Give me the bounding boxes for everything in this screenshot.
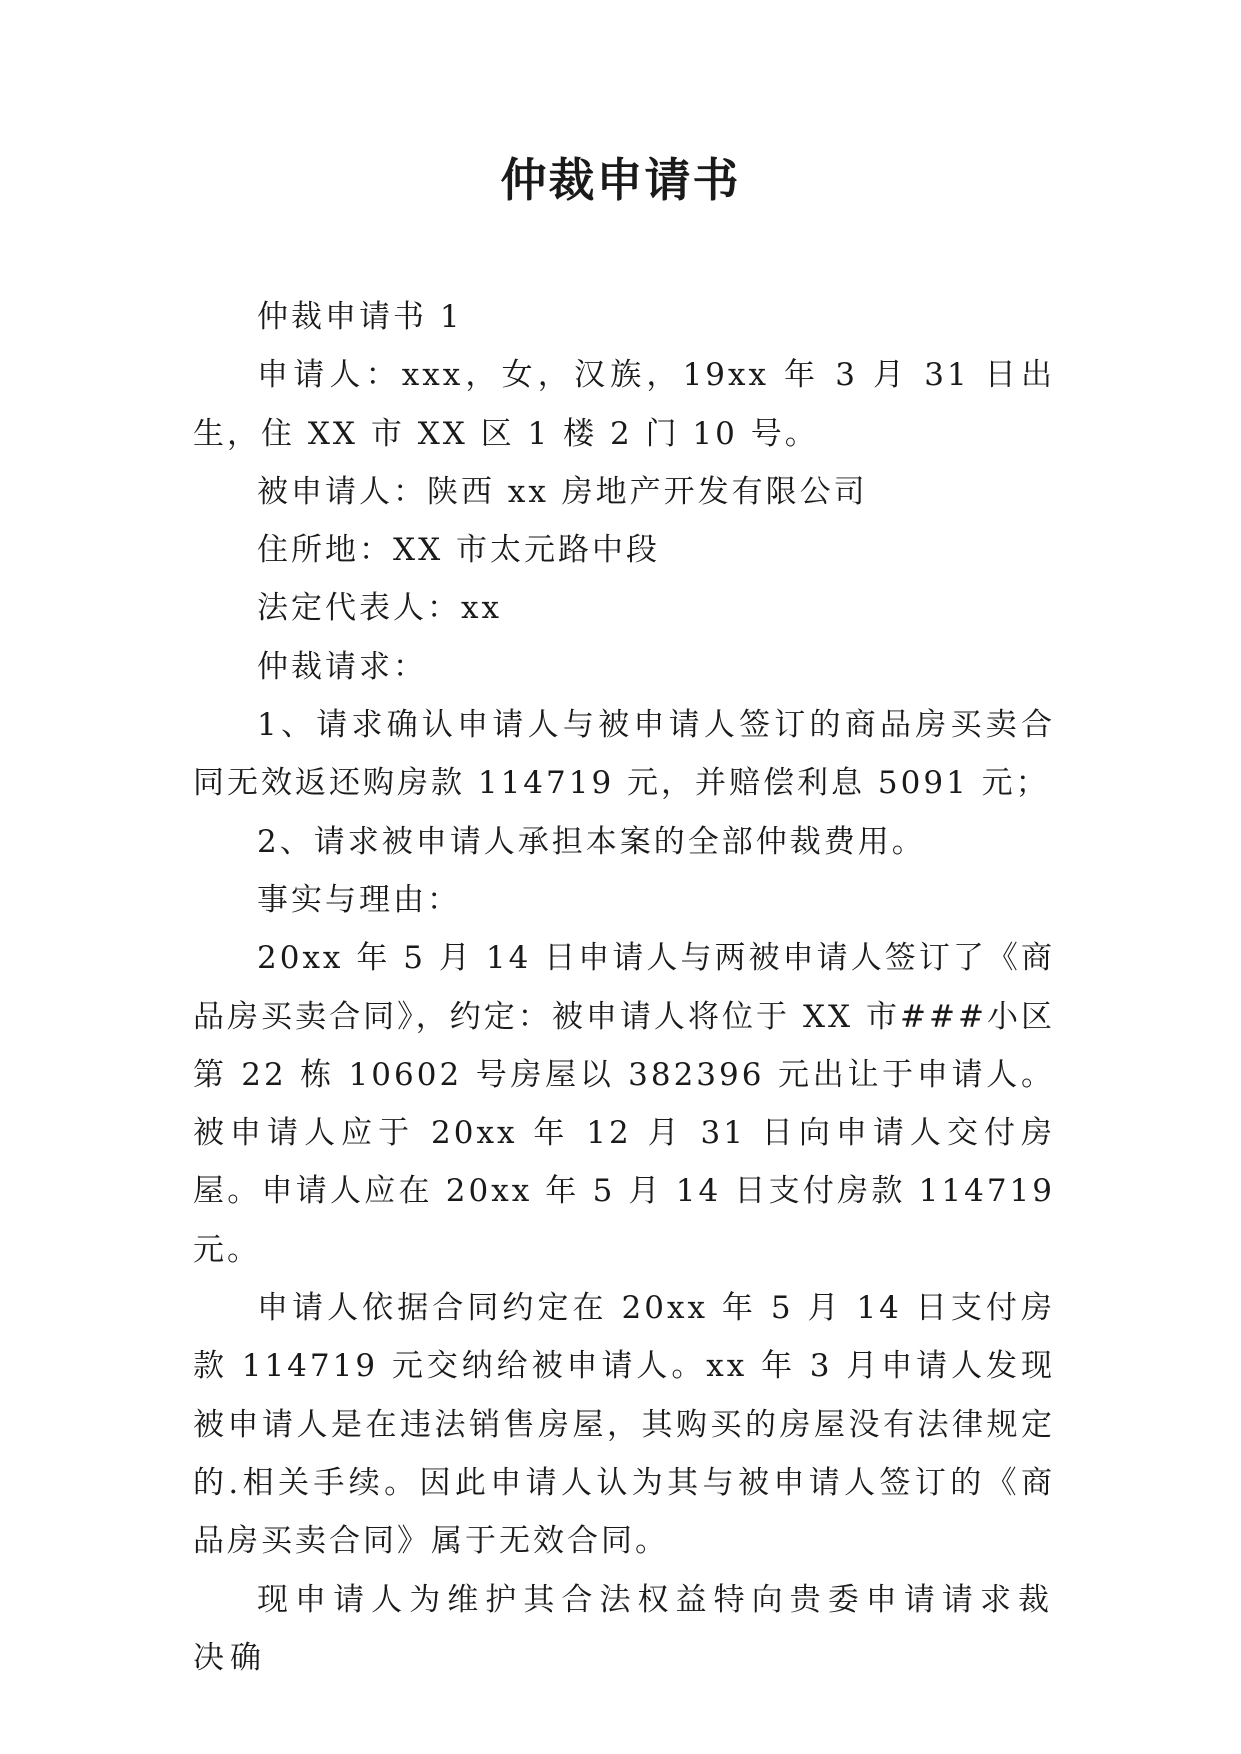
- paragraph-facts-heading: 事实与理由：: [257, 881, 461, 918]
- paragraph-claim-1: 1、请求确认申请人与被申请人签订的商品房买卖合同无效返还购房款 114719 元，并赔偿利息 5091 元；: [193, 707, 1055, 802]
- paragraph-facts-3: 现申请人为维护其合法权益特向贵委申请请求裁决确: [193, 1581, 1055, 1676]
- paragraph-facts-2: 申请人依据合同约定在 20xx 年 5 月 14 日支付房款 114719 元交纳给被申请人。xx 年 3 月申请人发现被申请人是在违法销售房屋，其购买的房屋没有法律规定的.相关手续。因此申请人认为其与被申请人签订的《商品房买卖合同》属于无效合同。: [193, 1290, 1055, 1560]
- document-title: 仲裁申请书: [500, 153, 741, 207]
- paragraph-respondent: 被申请人：陕西 xx 房地产开发有限公司: [257, 473, 868, 510]
- paragraph-legal-representative: 法定代表人：xx: [257, 590, 502, 627]
- paragraph-applicant: 申请人：xxx，女，汉族，19xx 年 3 月 31 日出生，住 XX 市 XX 区 1 楼 2 门 10 号。: [193, 357, 1055, 452]
- paragraph-address: 住所地：XX 市太元路中段: [257, 532, 660, 569]
- document-body: [193, 288, 1055, 1687]
- paragraph-claims-heading: 仲裁请求：: [257, 648, 427, 685]
- paragraph-facts-1: 20xx 年 5 月 14 日申请人与两被申请人签订了《商品房买卖合同》，约定：被申请人将位于 XX 市###小区第 22 栋 10602 号房屋以 382396 元出让于申请人。被申请人应于 20xx 年 12 月 31 日向申请人交付房屋。申请人应在 20xx 年 5 月 14 日支付房款 114719 元。: [193, 940, 1055, 1268]
- paragraph-heading: 仲裁申请书 1: [257, 299, 463, 335]
- paragraph-claim-2: 2、请求被申请人承担本案的全部仲裁费用。: [257, 823, 926, 860]
